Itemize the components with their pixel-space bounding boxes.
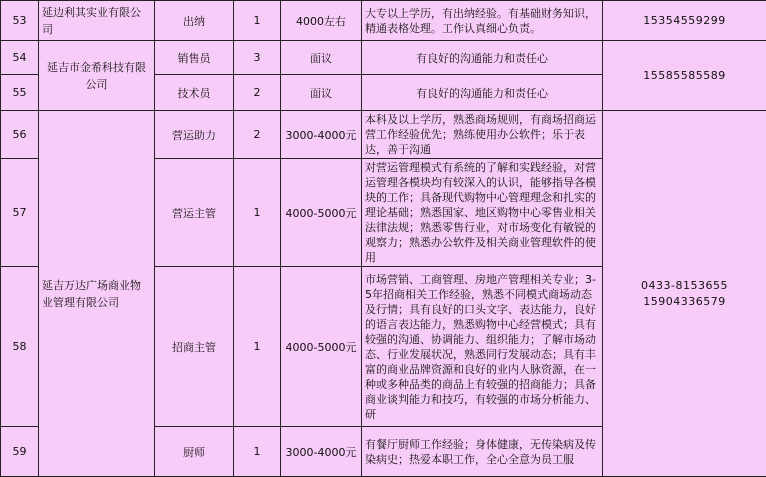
job-requirement: 对营运管理模式有系统的了解和实践经验，对营运管理各模块均有较深入的认识，能够指导各模块的工作；具备现代购物中心管理理念和扎实的理论基础；熟悉国家、地区购物中心零售业相关法律法规；熟悉零售行业，对市场变化有敏锐的观察力；熟悉办公软件及相关商业管理软件的使用 [362,159,603,267]
position-name: 营运主管 [155,159,234,267]
row-number: 55 [1,75,39,111]
hire-count: 3 [234,41,281,75]
company-name: 延吉市金希科技有限公司 [39,41,155,111]
salary: 4000-5000元 [281,159,362,267]
salary: 3000-4000元 [281,427,362,477]
hire-count: 1 [234,1,281,41]
position-name: 销售员 [155,41,234,75]
salary: 3000-4000元 [281,111,362,159]
contact-phone: 0433-8153655 15904336579 [603,111,766,477]
hire-count: 1 [234,267,281,427]
company-name: 延边利其实业有限公司 [39,1,155,41]
row-number: 54 [1,41,39,75]
position-name: 厨师 [155,427,234,477]
hire-count: 1 [234,159,281,267]
position-name: 招商主管 [155,267,234,427]
row-number: 58 [1,267,39,427]
job-requirement: 有良好的沟通能力和责任心 [362,41,603,75]
table-row [1,111,766,159]
row-number: 53 [1,1,39,41]
job-requirement: 本科及以上学历，熟悉商场规则，有商场招商运营工作经验优先；熟练使用办公软件；乐于表达，善于沟通 [362,111,603,159]
salary: 4000-5000元 [281,267,362,427]
position-name: 营运助力 [155,111,234,159]
row-number: 56 [1,111,39,159]
row-number: 59 [1,427,39,477]
table-row [1,41,766,75]
company-name: 延吉万达广场商业物业管理有限公司 [39,111,155,477]
position-name: 出纳 [155,1,234,41]
hire-count: 2 [234,75,281,111]
job-requirement: 有良好的沟通能力和责任心 [362,75,603,111]
hire-count: 2 [234,111,281,159]
job-requirement: 大专以上学历，有出纳经验。有基础财务知识，精通表格处理。工作认真细心负责。 [362,1,603,41]
salary: 面议 [281,75,362,111]
hire-count: 1 [234,427,281,477]
contact-phone: 15585585589 [603,41,766,111]
position-name: 技术员 [155,75,234,111]
table-row [1,1,766,41]
salary: 4000左右 [281,1,362,41]
job-requirement: 有餐厅厨师工作经验；身体健康，无传染病及传染病史；热爱本职工作，全心全意为员工服 [362,427,603,477]
row-number: 57 [1,159,39,267]
contact-phone: 15354559299 [603,1,766,41]
salary: 面议 [281,41,362,75]
job-requirement: 市场营销、工商管理、房地产管理相关专业；3-5年招商相关工作经验，熟悉不同模式商场动态及行情；具有良好的口头文字、表达能力，良好的语言表达能力，熟悉购物中心经营模式；具有较强的沟通、协调能力、组织能力；了解市场动态、行业发展状况，熟悉同行发展动态；具有丰富的商业品牌资源和良好的业内人脉资源，在一种或多种品类的商品上有较强的招商能力；具备商业谈判能力和技巧，有较强的市场分析能力、研 [362,267,603,427]
